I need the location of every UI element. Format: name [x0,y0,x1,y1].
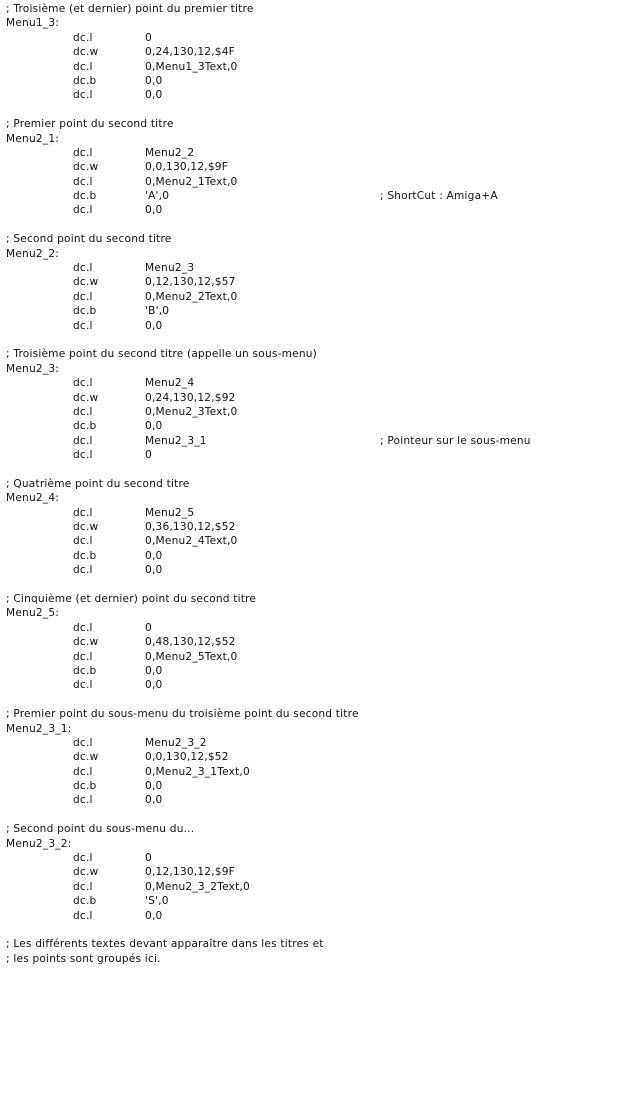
comment-line [6,822,638,836]
directive: dc.l [73,204,93,217]
code-line [6,635,638,649]
code-line [6,419,638,433]
label-text: Menu2_5: [6,607,60,620]
directive: dc.l [73,880,93,893]
operand: 0,0 [145,319,163,332]
operand: Menu2_4 [145,377,195,390]
code-line [6,405,638,419]
code-line [6,290,638,304]
comment-text: ; Quatrième point du second titre [6,477,190,490]
comment-line [6,477,638,491]
code-line [6,31,638,45]
operand: 'S',0 [145,895,169,908]
code-line [6,865,638,879]
code-line [6,304,638,318]
code-line [6,45,638,59]
code-line [6,448,638,462]
operand: Menu2_3_1 [145,434,207,447]
directive: dc.w [73,636,99,649]
code-line [6,160,638,174]
directive: dc.l [73,794,93,807]
code-block [6,232,638,347]
directive: dc.w [73,751,99,764]
directive: dc.l [73,319,93,332]
operand: Menu2_3_2 [145,736,207,749]
operand: 0,0 [145,780,163,793]
directive: dc.b [73,190,97,203]
directive: dc.l [73,405,93,418]
label-line [6,247,638,261]
directive: dc.w [73,866,99,879]
comment-line [6,592,638,606]
code-line [6,319,638,333]
operand: 0,0 [145,89,163,102]
blank-line [6,693,638,707]
code-line [6,261,638,275]
code-line [6,621,638,635]
code-line [6,520,638,534]
operand: 'B',0 [145,305,170,318]
operand: 0 [145,31,152,44]
directive: dc.b [73,549,97,562]
operand: 0,0 [145,420,163,433]
operand: Menu2_5 [145,506,195,519]
directive: dc.l [73,506,93,519]
operand: 0,0 [145,564,163,577]
operand: 0,0 [145,74,163,87]
blank-line [6,333,638,347]
code-block [6,117,638,232]
directive: dc.b [73,420,97,433]
directive: dc.l [73,89,93,102]
label-line [6,491,638,505]
code-block [6,707,638,822]
label-line [6,722,638,736]
directive: dc.b [73,74,97,87]
comment-text: ; Second point du second titre [6,233,172,246]
directive: dc.l [73,736,93,749]
code-line [6,736,638,750]
code-line [6,391,638,405]
operand: 0 [145,852,152,865]
label-line [6,132,638,146]
comment-text: ; Troisième point du second titre (appelle un sous-menu) [6,348,317,361]
comment-line [6,232,638,246]
blank-line [6,808,638,822]
directive: dc.l [73,650,93,663]
code-line [6,434,638,448]
directive: dc.l [73,146,93,159]
code-line [6,534,638,548]
code-line [6,664,638,678]
operand: Menu2_3 [145,262,195,275]
label-text: Menu1_3: [6,17,60,30]
directive: dc.l [73,377,93,390]
operand: 0,0 [145,679,163,692]
comment-text: ; Cinquième (et dernier) point du second titre [6,593,257,606]
label-text: Menu2_4: [6,492,60,505]
directive: dc.b [73,664,97,677]
operand: 0,Menu2_2Text,0 [145,290,238,303]
comment-text: ; les points sont groupés ici. [6,952,161,965]
directive: dc.l [73,621,93,634]
code-line [6,678,638,692]
operand: 0,12,130,12,$57 [145,276,236,289]
label-line [6,362,638,376]
blank-line [6,103,638,117]
code-line [6,650,638,664]
directive: dc.l [73,449,93,462]
operand: 0,0 [145,794,163,807]
directive: dc.l [73,909,93,922]
operand: 0,0,130,12,$9F [145,161,229,174]
operand: 0,Menu2_4Text,0 [145,535,238,548]
comment-line [6,707,638,721]
code-block [6,2,638,117]
code-line [6,750,638,764]
blank-line [6,218,638,232]
operand: 0,Menu2_1Text,0 [145,175,238,188]
label-line [6,837,638,851]
label-line [6,16,638,30]
code-block [6,347,638,477]
code-line [6,60,638,74]
code-block [6,592,638,707]
comment-line [6,2,638,16]
code-line [6,376,638,390]
directive: dc.b [73,895,97,908]
code-line [6,74,638,88]
inline-comment: ; ShortCut : Amiga+A [380,190,498,203]
code-line [6,909,638,923]
code-line [6,880,638,894]
code-line [6,765,638,779]
code-line [6,146,638,160]
operand: Menu2_2 [145,146,195,159]
operand: 0,12,130,12,$9F [145,866,235,879]
operand: 0,Menu2_3_1Text,0 [145,765,250,778]
operand: 0 [145,621,152,634]
code-line [6,549,638,563]
comment-line [6,952,638,966]
comment-line [6,117,638,131]
operand: 0,Menu2_3Text,0 [145,405,238,418]
operand: 0 [145,449,152,462]
code-line [6,793,638,807]
directive: dc.b [73,780,97,793]
directive: dc.l [73,679,93,692]
comment-text: ; Les différents textes devant apparaître dans les titres et [6,938,324,951]
comment-text: ; Premier point du second titre [6,118,174,131]
blank-line [6,578,638,592]
operand: 0,0 [145,664,163,677]
blank-line [6,923,638,937]
comment-text: ; Premier point du sous-menu du troisième point du second titre [6,708,359,721]
directive: dc.l [73,535,93,548]
operand: 0,24,130,12,$92 [145,391,236,404]
operand: 'A',0 [145,190,170,203]
code-line [6,189,638,203]
label-text: Menu2_3_1: [6,722,72,735]
code-line [6,506,638,520]
directive: dc.l [73,564,93,577]
code-line [6,851,638,865]
directive: dc.w [73,276,99,289]
operand: 0,24,130,12,$4F [145,46,235,59]
code-line [6,894,638,908]
operand: 0,Menu2_3_2Text,0 [145,880,250,893]
code-block [6,822,638,937]
code-line [6,779,638,793]
directive: dc.l [73,31,93,44]
operand: 0,0 [145,549,163,562]
label-text: Menu2_1: [6,132,60,145]
directive: dc.l [73,765,93,778]
operand: 0,36,130,12,$52 [145,521,236,534]
operand: 0,0,130,12,$52 [145,751,229,764]
code-line [6,175,638,189]
directive: dc.b [73,305,97,318]
code-line [6,563,638,577]
label-text: Menu2_2: [6,247,60,260]
directive: dc.w [73,46,99,59]
operand: 0,Menu1_3Text,0 [145,60,238,73]
code-line [6,88,638,102]
operand: 0,Menu2_5Text,0 [145,650,238,663]
assembly-listing [6,2,638,966]
code-block [6,477,638,592]
code-line [6,275,638,289]
comment-line [6,347,638,361]
label-line [6,606,638,620]
blank-line [6,463,638,477]
label-text: Menu2_3: [6,362,60,375]
operand: 0,0 [145,909,163,922]
directive: dc.w [73,161,99,174]
comment-text: ; Troisième (et dernier) point du premier titre [6,3,254,15]
directive: dc.l [73,290,93,303]
directive: dc.l [73,852,93,865]
directive: dc.w [73,391,99,404]
inline-comment: ; Pointeur sur le sous-menu [380,434,531,447]
code-line [6,203,638,217]
directive: dc.l [73,434,93,447]
operand: 0,48,130,12,$52 [145,636,236,649]
comment-text: ; Second point du sous-menu du... [6,823,195,836]
directive: dc.l [73,175,93,188]
directive: dc.w [73,521,99,534]
comment-line [6,937,638,951]
label-text: Menu2_3_2: [6,837,72,850]
directive: dc.l [73,262,93,275]
operand: 0,0 [145,204,163,217]
directive: dc.l [73,60,93,73]
